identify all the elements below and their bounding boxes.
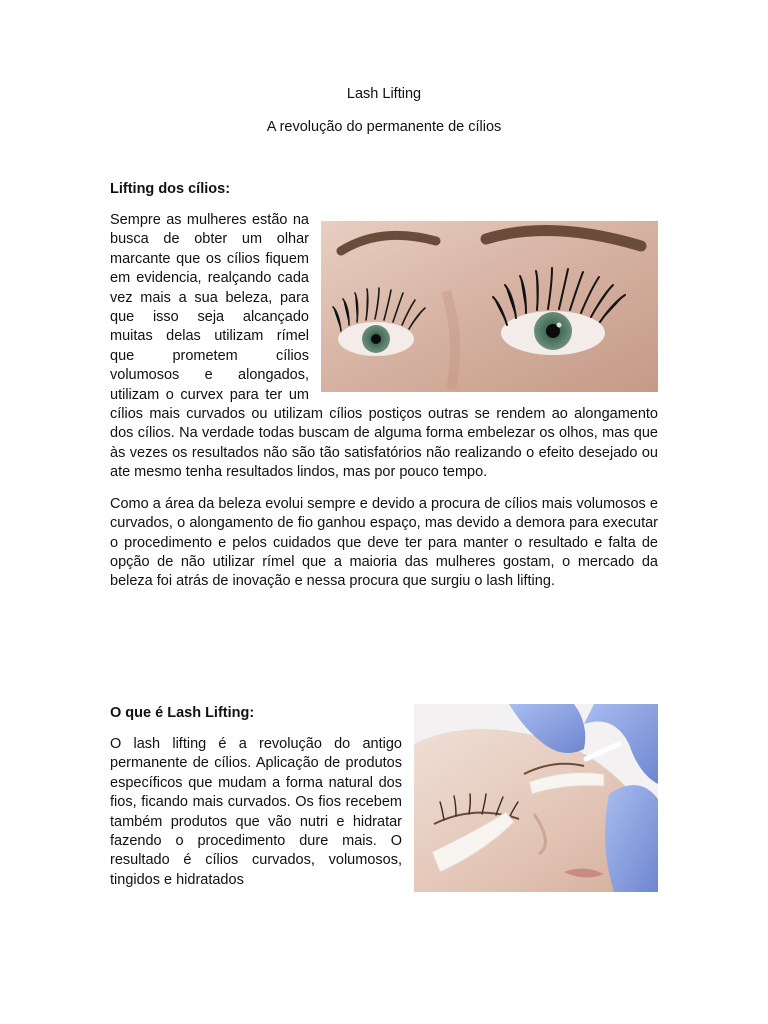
- lash-lift-procedure-photo: [414, 704, 658, 892]
- section-heading-what-is: O que é Lash Lifting:: [110, 705, 255, 721]
- procedure-illustration: [414, 704, 658, 892]
- section-heading-lifting: Lifting dos cílios:: [110, 181, 231, 197]
- section-lifting-body: [110, 211, 658, 592]
- lifting-paragraph-2: Como a área da beleza evolui sempre e devido a procura de cílios mais volumosos e curvados, o alongamento de fio ganhou espaço, mas devido a demora para executar o procedimento e pelos cuidados que deve ter para manter o resultado e falta de opção de não utilizar rímel que a maioria das mulheres gostam, o mercado da beleza foi atrás de inovação e nessa procura que surgiu o lash lifting.: [110, 495, 658, 590]
- document-subtitle: A revolução do permanente de cílios: [266, 119, 502, 135]
- document-title: Lash Lifting: [346, 86, 422, 102]
- eyes-lashes-photo: [321, 221, 658, 392]
- lifting-paragraph-1: Sempre as mulheres estão na busca de obter um olhar marcante que os cílios fiquem em evidencia, realçando cada vez mais a sua beleza, para que isso seja alcançado muitas delas utilizam rímel que prometem cílios volumosos e alongados, utilizam o curvex para ter um cílios mais curvados ou utilizam cílios postiços outras se rendem ao alongamento dos cílios. Na verdade todas buscam de alguma forma embelezar os olhos, mas que às vezes os resultados não são tão satisfatórios não realizando o efeito desejado ou ate mesmo tenha resultados lindos, mas por pouco tempo.: [110, 212, 658, 481]
- section-what-is-body: [110, 735, 658, 892]
- eyes-lashes-illustration: [321, 221, 658, 392]
- what-is-paragraph: O lash lifting é a revolução do antigo permanente de cílios. Aplicação de produtos específicos que mudam a forma natural dos fios, ficando mais curvados. Os fios recebem também produtos que vão nutri e hidratar fazendo o procedimento dure mais. O resultado é cílios curvados, volumosos, tingidos e hidratados: [110, 736, 402, 888]
